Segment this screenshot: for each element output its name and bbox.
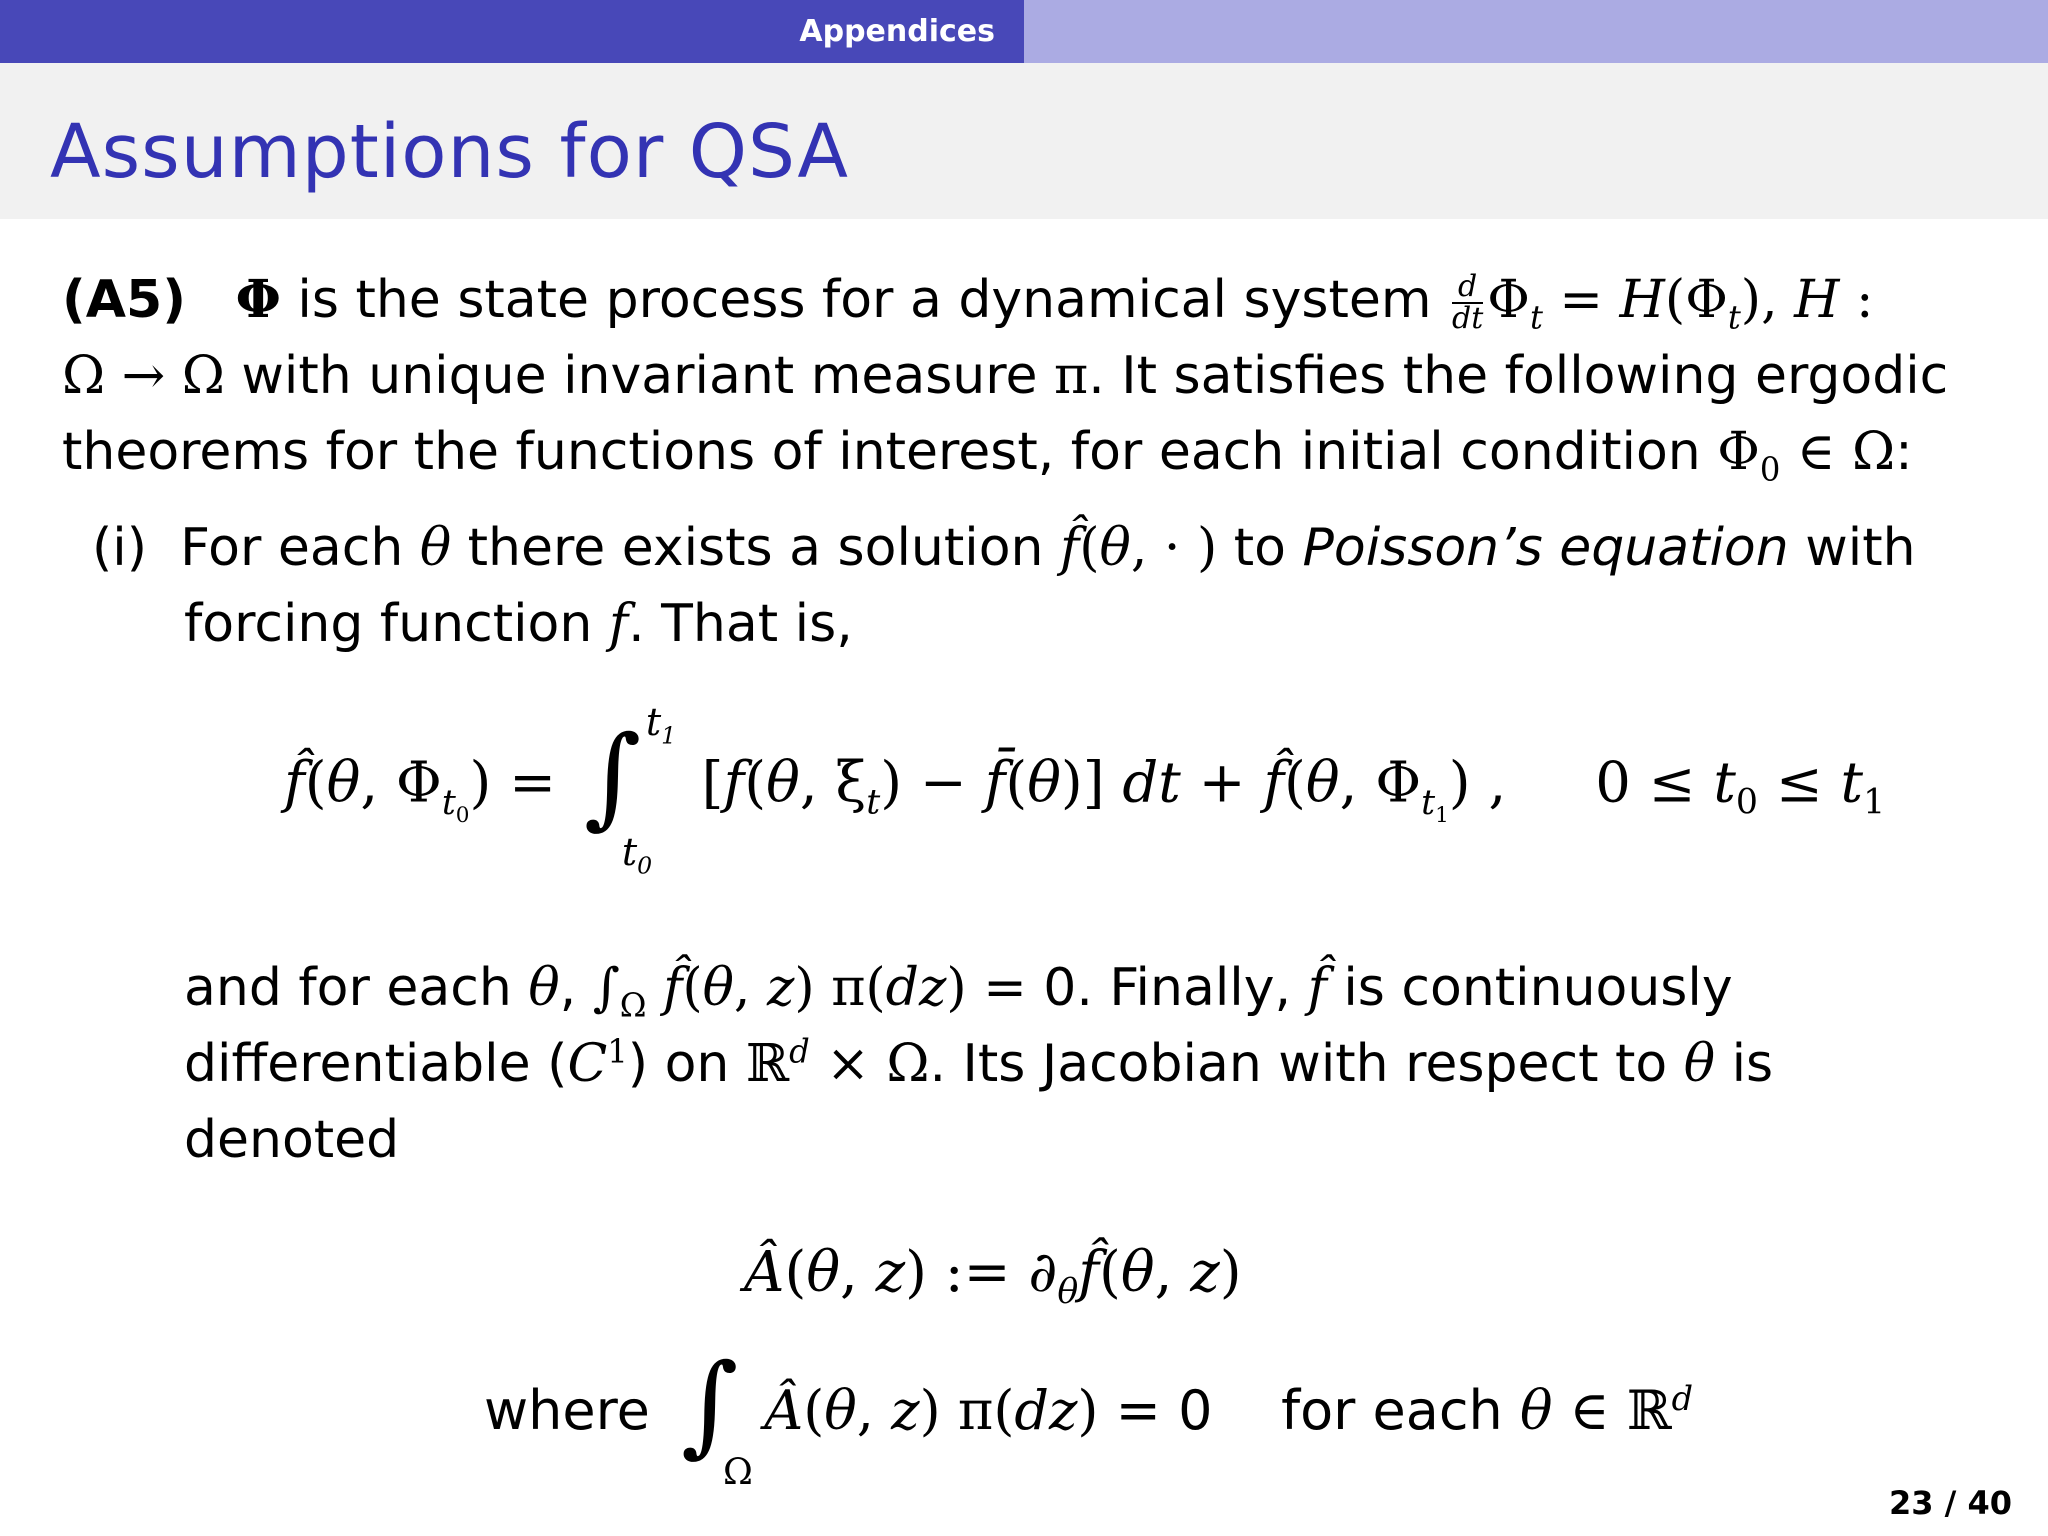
item-i-text-a: For each (180, 518, 404, 578)
math-omega-map: Ω → Ω (62, 346, 225, 406)
integral-sign-2: ∫ Ω (681, 1340, 753, 1493)
a5-line3-text: theorems for the functions of interest, for each initial condition (62, 422, 1701, 482)
item-i-line-2 (184, 586, 853, 662)
integral-sign: ∫ $t_1$ $t_0$ (583, 700, 677, 880)
d-dt-fraction: $\frac{d}{dt}$ (1452, 269, 1484, 336)
jacobian-zero-mean: where ∫ Ω Â(θ, z) π(dz) = 0 for each θ ∈ ℝ$^d$ (484, 1340, 1694, 1493)
section-nav-rest (1024, 0, 2048, 63)
item-i-text-n: denoted (184, 1110, 400, 1170)
math-args: (θ, · ) (1079, 518, 1218, 578)
math-theta: θ (419, 518, 452, 578)
a5-line-1 (62, 262, 1874, 338)
item-i-line-1 (92, 510, 1916, 586)
item-i-marker: (i) (92, 518, 148, 578)
item-i-text-e: forcing function (184, 594, 593, 654)
section-nav-bar (0, 0, 2048, 63)
item-i-line-4 (184, 1026, 1773, 1102)
poisson-equation-display: f̂(θ, $\Phi_{t_0}$) = ∫ $t_1$ $t_0$ [f(θ, $\xi_t$) − f̄(θ)] dt + f̂(θ, $\Phi_{t_1}$) , $0 \le t_0 \le t_1$ (284, 700, 1886, 880)
item-i-text-m: is (1731, 1034, 1774, 1094)
a5-line1-text: is the state process for a dynamical system (297, 270, 1432, 330)
phi-symbol: Φ (235, 269, 281, 330)
frame-title: Assumptions for QSA (50, 109, 849, 195)
math-theta-2: θ (528, 958, 560, 1018)
item-i-text-l: . Its Jacobian with respect to (929, 1034, 1668, 1094)
item-i-text-h: = 0. Finally, (983, 958, 1292, 1018)
a5-line2-text: with unique invariant measure (241, 346, 1038, 406)
a5-line2-tail: . It satisfies the following ergodic (1088, 346, 1949, 406)
item-i-text-d: with (1805, 518, 1916, 578)
item-i-text-i: is continuously (1343, 958, 1733, 1018)
a5-line-2 (62, 338, 1948, 414)
item-i-text-b: there exists a solution (467, 518, 1044, 578)
jacobian-definition: Â(θ, z) := $\partial_\theta f̂(\theta$, z) (744, 1240, 1242, 1313)
frame-title-bar (0, 63, 2048, 219)
math-fhat-2: f̂ (1307, 958, 1327, 1018)
math-fhat: f̂ (1060, 518, 1080, 578)
math-f: f (608, 594, 629, 654)
item-i-line-5 (184, 1102, 399, 1178)
a5-label: (A5) (62, 270, 186, 330)
math-phi0-in-omega: $\Phi_0$ ∈ Ω (1717, 422, 1896, 489)
item-i-text-k: ) on (627, 1034, 730, 1094)
item-i-text-c: to (1233, 518, 1286, 578)
math-pi: π (1054, 346, 1089, 406)
poissons-equation: Poisson’s equation (1302, 518, 1789, 578)
math-inline-integral: $\int_\Omega$ f̂(θ, z) π(dz) (592, 958, 967, 1025)
a5-line-3: theorems for the functions of interest, for each initial condition $\Phi_0$ ∈ Ω: (62, 422, 1913, 489)
page-number: 23 / 40 (1888, 1484, 2012, 1522)
item-i-text-j: differentiable ( (184, 1034, 568, 1094)
section-tab-appendices[interactable] (0, 0, 1024, 63)
section-label: Appendices (799, 14, 995, 49)
math-rd-omega: ℝ$^d$ × Ω (745, 1032, 930, 1094)
item-i-line-3: and for each θ, $\int_\Omega$ f̂(θ, z) π(dz) = 0. Finally, f̂ is continuously (184, 958, 1733, 1025)
math-theta-3: θ (1683, 1034, 1716, 1094)
for-each-text: for each (1281, 1379, 1503, 1442)
equals-zero: = 0 (1115, 1379, 1213, 1442)
math-phi-t: $\Phi_t = H(\Phi_t)$, H : (1487, 270, 1874, 337)
math-c1: $C^1$ (567, 1032, 628, 1094)
where-text: where (484, 1379, 650, 1442)
item-i-text-g: and for each (184, 958, 512, 1018)
item-i-text-f: . That is, (628, 594, 853, 654)
